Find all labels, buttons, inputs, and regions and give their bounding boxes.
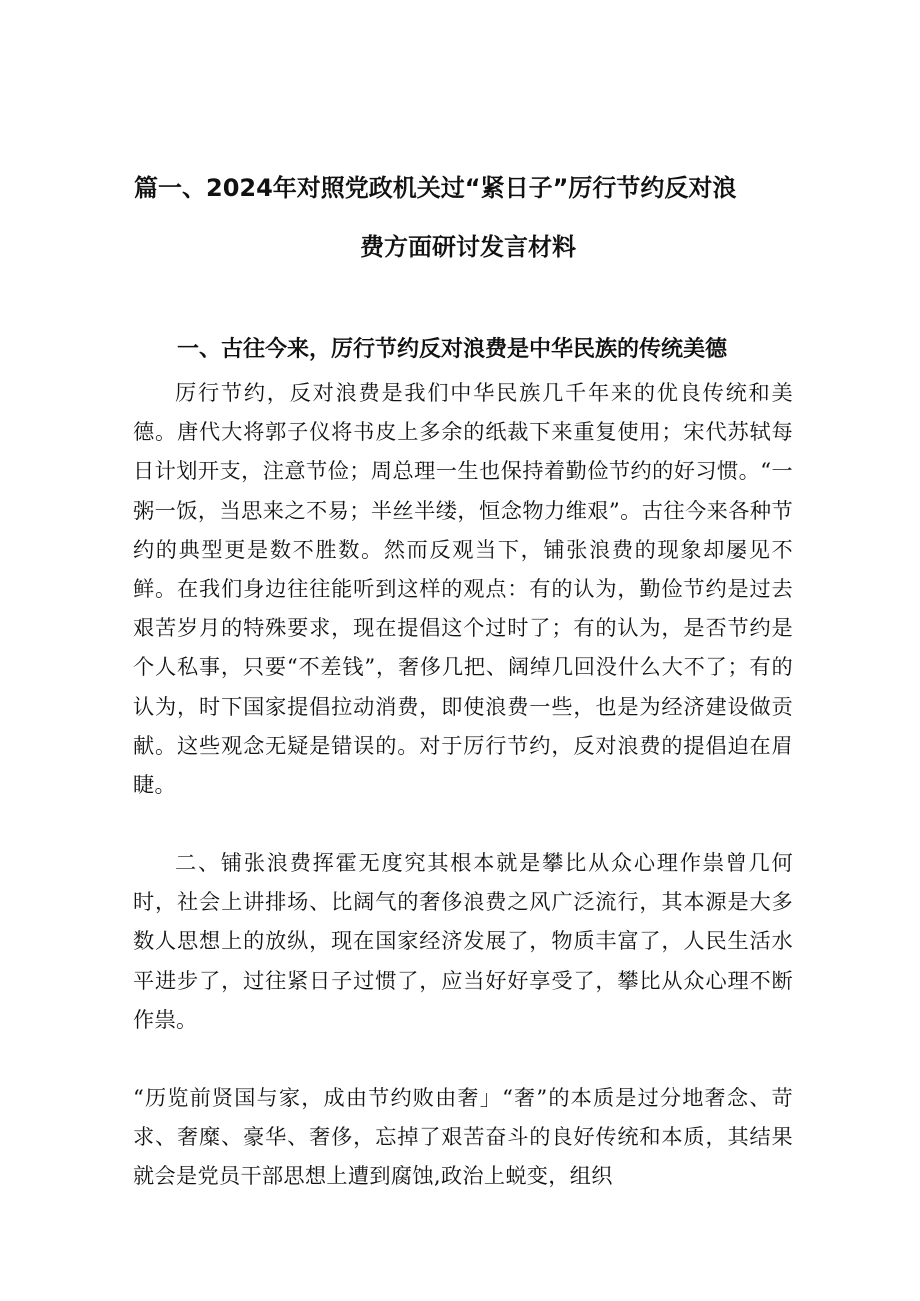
document-title-line-1: 篇一、2024年对照党政机关过“紧日子”厉行节约反对浪: [134, 174, 737, 202]
paragraph-1: 厉行节约，反对浪费是我们中华民族几千年来的优良传统和美德。唐代大将郭子仪将书皮上多余的纸裁下来重复使用；宋代苏轼每日计划开支，注意节俭；周总理一生也保持着勤俭节约的好习惯。“一粥一饭，当思来之不易；半丝半缕，恒念物力维艰”。古往今来各种节约的典型更是数不胜数。然而反观当下，铺张浪费的现象却屡见不鲜。在我们身边往往能听到这样的观点：有的认为，勤俭节约是过去艰苦岁月的特殊要求，现在提倡这个过时了；有的认为，是否节约是个人私事，只要“不差钱”，奢侈几把、阔绰几回没什么大不了；有的认为，时下国家提倡拉动消费，即使浪费一些，也是为经济建设做贡献。这些观念无疑是错误的。对于厉行节约，反对浪费的提倡迫在眉睫。: [133, 380, 793, 798]
paragraph-3: “历览前贤国与家，成由节约败由奢」“奢”的本质是过分地奢念、苛求、奢糜、豪华、奢侈，忘掉了艰苦奋斗的良好传统和本质，其结果就会是党员干部思想上遭到腐蚀,政治上蜕变，组织: [133, 1085, 793, 1189]
section-heading-1: 一、古往今来，厉行节约反对浪费是中华民族的传统美德: [177, 337, 728, 362]
paragraph-2: 二、铺张浪费挥霍无度究其根本就是攀比从众心理作祟曾几何时，社会上讲排场、比阔气的奢侈浪费之风广泛流行，其本源是大多数人思想上的放纵，现在国家经济发展了，物质丰富了，人民生活水平进步了，过往紧日子过惯了，应当好好享受了，攀比从众心理不断作祟。: [133, 850, 793, 1032]
document-title-line-2: 费方面研讨发言材料: [360, 233, 576, 261]
